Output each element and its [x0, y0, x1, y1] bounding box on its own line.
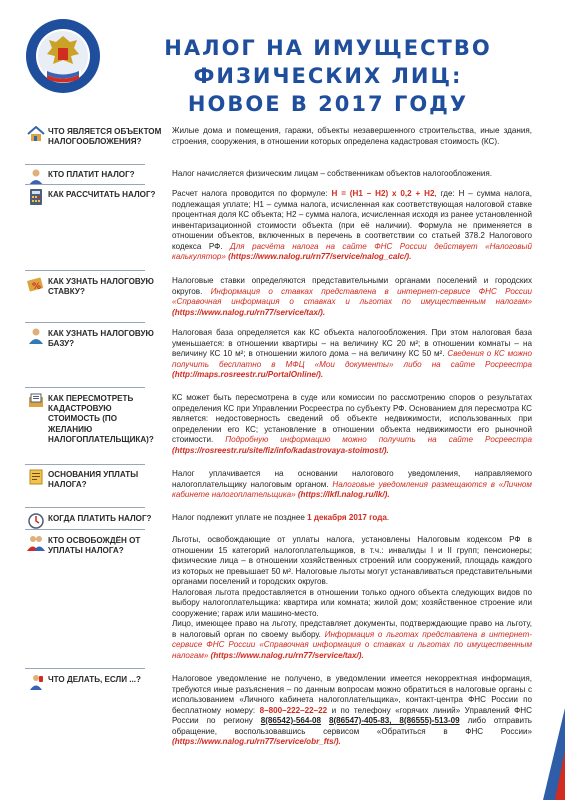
separator	[25, 322, 145, 323]
rate-link[interactable]: (https://www.nalog.ru/rn77/service/tax/).	[172, 307, 326, 317]
answer-object: Жилые дома и помещения, гаражи, объекты незавершенного строительства, иные здания, строения, сооружения, в отношении которых определена кадастровая стоимость (КС).	[172, 126, 532, 146]
separator	[25, 668, 145, 669]
basis-text: Налог уплачивается на основании налогового уведомления, направляемого налогоплательщику налоговым органом.	[172, 469, 532, 489]
answer-exempt	[172, 535, 532, 661]
base-link[interactable]: (http://maps.rosreestr.ru/PortalOnline/).	[172, 370, 324, 379]
review-red-note: Подробную информацию можно получить на сайте Росреестра	[225, 435, 532, 444]
document-icon	[27, 393, 45, 409]
todo-link[interactable]: (https://www.nalog.ru/rn77/service/obr_fts/).	[172, 737, 341, 746]
question-exempt: КТО ОСВОБОЖДЁН ОТ УПЛАТЫ НАЛОГА?	[48, 536, 141, 556]
when-date: 1 декабря 2017 года	[307, 513, 387, 522]
fns-emblem-icon	[25, 18, 101, 94]
answer-rate	[172, 276, 532, 318]
answer-when	[172, 513, 532, 524]
calc-text-1: Расчет налога проводится по формуле:	[172, 189, 332, 198]
hotline-number: 8–800–222–22–22	[259, 705, 328, 715]
question-payer: КТО ПЛАТИТ НАЛОГ?	[48, 170, 135, 179]
calc-link[interactable]: (https://www.nalog.ru/rn77/service/nalog_calc/).	[225, 252, 412, 261]
rate-text: Налоговые ставки определяются представительными органами поселений и городских округов.	[172, 276, 532, 296]
clock-icon	[27, 513, 45, 529]
separator	[25, 387, 145, 388]
separator	[25, 270, 145, 271]
person-icon	[27, 328, 45, 344]
svg-text:%: %	[32, 282, 42, 292]
basis-red-note: Налоговые уведомления размещаются в «Личном кабинете налогоплательщика»	[172, 479, 532, 499]
person-icon	[27, 169, 45, 185]
question-when: КОГДА ПЛАТИТЬ НАЛОГ?	[48, 514, 152, 523]
separator	[25, 464, 145, 465]
title-line-2: НОВОЕ В 2017 ГОДУ	[187, 92, 469, 116]
todo-text-2: и по телефону «горячих линий» Управлений ФНС России по региону	[172, 705, 532, 725]
answer-review	[172, 393, 532, 456]
question-basis: ОСНОВАНИЯ УПЛАТЫ НАЛОГА?	[48, 470, 139, 490]
when-text-end: .	[386, 513, 390, 522]
people-icon	[27, 535, 45, 551]
answer-calc	[172, 189, 532, 263]
todo-text-3: либо отправить обращение, воспользовавшись сервисом «Обратиться в ФНС России»	[172, 716, 532, 736]
review-link[interactable]: (https://rosreestr.ru/site/fiz/info/kadastrovaya-stoimost/).	[172, 445, 389, 455]
regional-phone-1: 8(86542)-564-08	[260, 716, 322, 725]
house-icon	[27, 126, 45, 142]
base-red-note: Сведения о КС можно получить бесплатно в МФЦ «Мои документы» либо на сайте Росреестра	[172, 349, 532, 369]
calc-red-note: Для расчёта налога на сайте ФНС России действует «Налоговый калькулятор»	[172, 241, 532, 261]
question-todo: ЧТО ДЕЛАТЬ, ЕСЛИ ...?	[48, 675, 141, 684]
notice-icon	[27, 469, 45, 485]
separator	[25, 184, 145, 185]
percent-icon	[27, 276, 45, 292]
answer-base	[172, 328, 532, 381]
answer-basis	[172, 469, 532, 501]
question-base: КАК УЗНАТЬ НАЛОГОВУЮ БАЗУ?	[48, 329, 154, 349]
title-line-1: НАЛОГ НА ИМУЩЕСТВО ФИЗИЧЕСКИХ ЛИЦ:	[164, 36, 492, 88]
rate-red-note: Информация о ставках представлена в интернет-сервисе ФНС России «Справочная информация о ставках и льготах по имущественным налогам»	[172, 286, 532, 306]
answer-payer: Налог начисляется физическим лицам – собственникам объектов налогообложения.	[172, 169, 493, 178]
separator	[25, 507, 145, 508]
question-calc: КАК РАССЧИТАТЬ НАЛОГ?	[48, 190, 156, 199]
separator	[25, 164, 145, 165]
base-text: Налоговая база определяется как КС объекта налогообложения. При этом налоговая база уменьшается: в отношении квартиры – на величину КС 20 м²; в отношении комнаты – на величину КС 10 м²; в отношении жилого дома – на величину КС 50 м².	[172, 328, 532, 358]
basis-link[interactable]: (https://lkfl.nalog.ru/lk/).	[295, 490, 390, 499]
question-rate: КАК УЗНАТЬ НАЛОГОВУЮ СТАВКУ?	[48, 277, 154, 297]
exempt-paragraph-2: Налоговая льгота предоставляется в отношении только одного объекта следующих видов по выбору налогоплательщика: квартира или комната; жилой дом; хозяйственное строение или сооружение; гараж или машино-место.	[172, 587, 532, 618]
todo-text-1: Налоговое уведомление не получено, в уведомлении имеется некорректная информация, требуются иные разъяснения – по данным вопросам можно обратиться в налоговые органы с использованием «Личного кабинета налогоплательщика», контакт-центра ФНС России по бесплатному номеру:	[172, 674, 532, 715]
exempt-text-3: Лицо, имеющее право на льготу, представляет документы, подтверждающие право на льготу, в налоговый орган по своему выбору.	[172, 619, 532, 639]
exempt-red-note: Информация о льготах представлена в интернет-сервисе ФНС России «Справочная информация о ставках и льготах по имущественным налогам»	[172, 629, 533, 660]
exempt-link[interactable]: (https://www.nalog.ru/rn77/service/tax/).	[208, 650, 364, 660]
flag-stripes-decoration	[523, 690, 565, 800]
separator	[25, 529, 145, 530]
when-text: Налог подлежит уплате не позднее	[172, 513, 308, 522]
header	[0, 0, 565, 116]
question-object: ЧТО ЯВЛЯЕТСЯ ОБЪЕКТОМ НАЛОГООБЛОЖЕНИЯ?	[48, 127, 162, 147]
answer-todo	[172, 674, 532, 748]
calc-text-2: , где: Н – сумма налога, подлежащая уплате; Н1 – сумма налога, исчисленная как соответствующая налоговой ставке процентная доля КС объекта; Н2 – сумма налога, исчисленная исходя из ранее установленной инвентаризационной стоимости объекта (при её наличии). Формула не применяется в отношении объектов, включенных в перечень в соответствии со статьей 378.2 Налогового кодекса РФ.	[172, 189, 532, 251]
calc-formula: Н = (Н1 – Н2) х 0,2 + Н2	[331, 189, 435, 198]
calculator-icon	[27, 189, 45, 205]
regional-phone-2: 8(86547)-405-83, 8(86555)-513-09	[328, 716, 460, 725]
question-review: КАК ПЕРЕСМОТРЕТЬ КАДАСТРОВУЮ СТОИМОСТЬ (ПО ЖЕЛАНИЮ НАЛОГОПЛАТЕЛЬЩИКА)?	[48, 394, 154, 444]
exempt-paragraph-3	[172, 619, 532, 661]
exempt-paragraph-1: Льготы, освобождающие от уплаты налога, установлены Налоговым кодексом РФ в отношении 15 категорий налогоплательщиков, в т.ч.: инвалиды I и II групп; пенсионеры; физические лица – в отношении хозяйственных строений или сооружений, площадь каждого из которых не превышает 50 м². Налоговые льготы могут устанавливаться представительными органами поселений и городских округов.	[172, 535, 532, 586]
phone-icon	[27, 674, 45, 690]
page-title	[108, 34, 548, 118]
review-text: КС может быть пересмотрена в суде или комиссии по рассмотрению споров о результатах определения КС при Управлении Росреестра по субъекту РФ. Основанием для пересмотра КС является: недостоверность сведений об объекте недвижимости, использованных при определении его КС; установление в отношении объекта недвижимости его рыночной стоимости.	[172, 393, 532, 444]
